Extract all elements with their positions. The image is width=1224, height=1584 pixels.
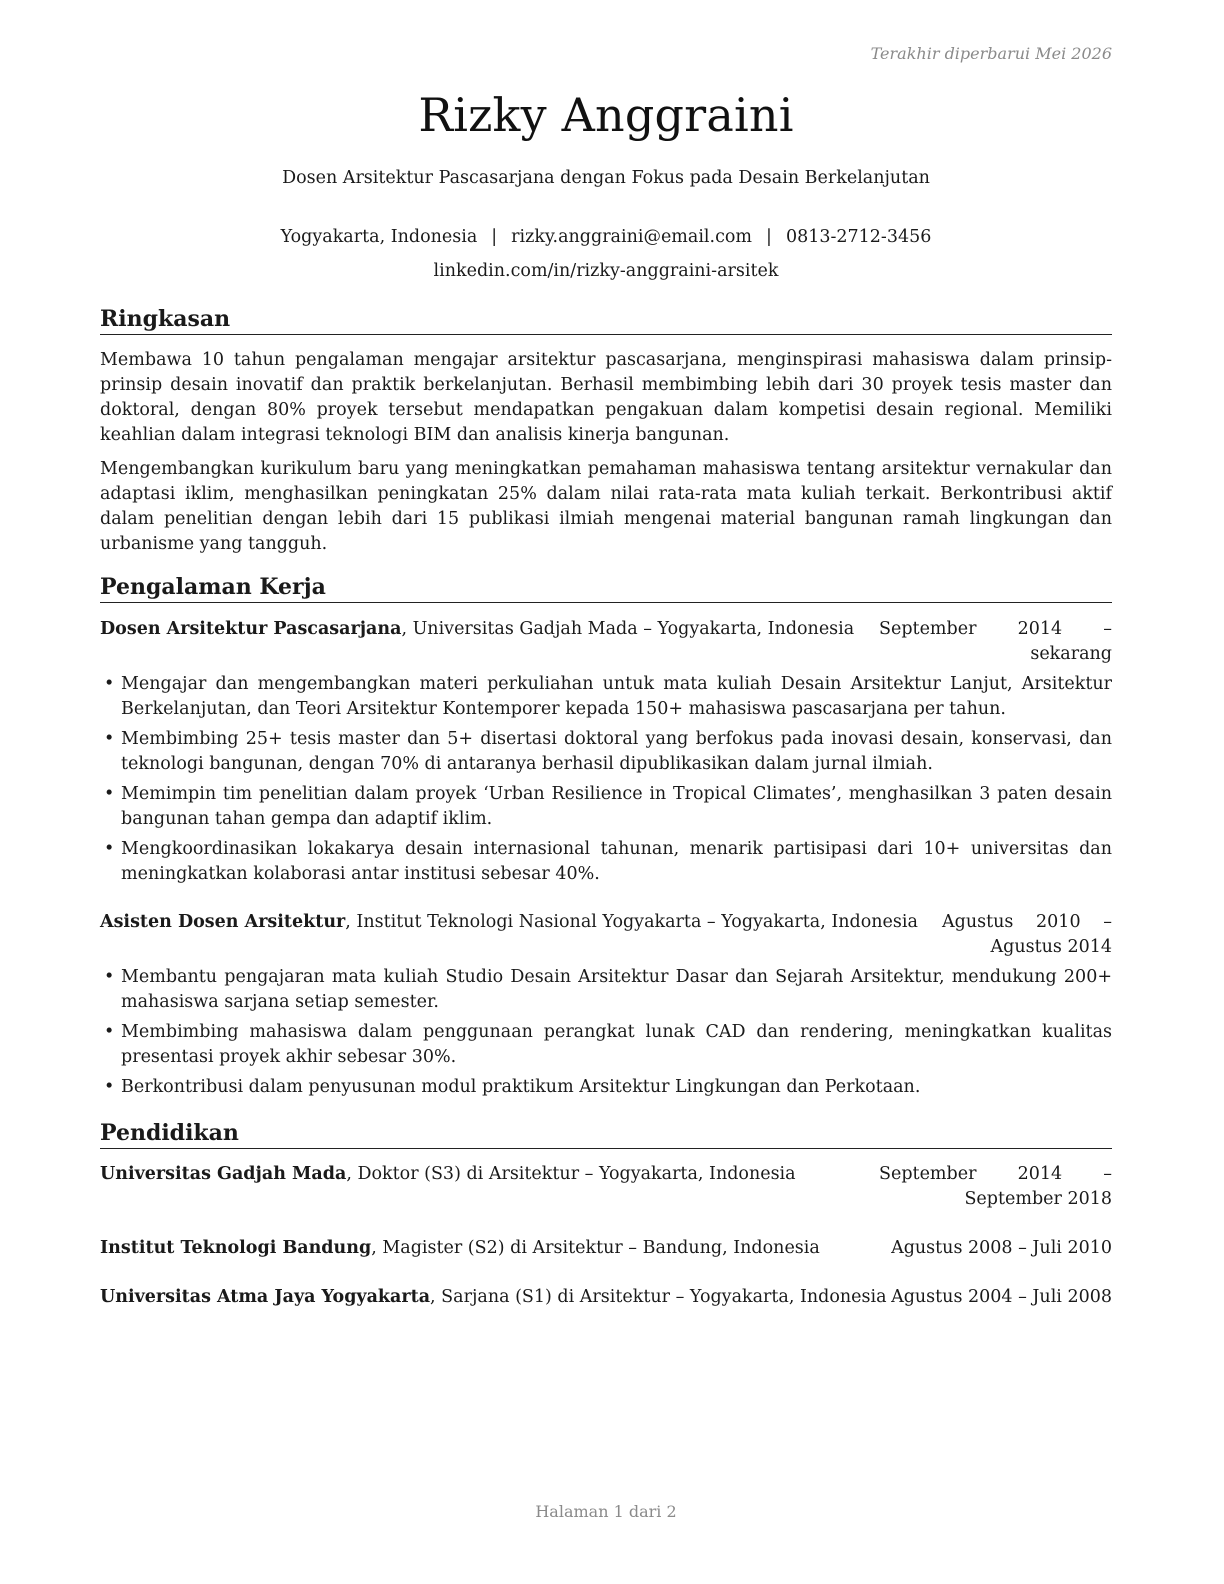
school-name: Universitas Atma Jaya Yogyakarta [100, 1287, 431, 1307]
bullet-icon: • [104, 784, 115, 804]
last-updated: Terakhir diperbarui Mei 2026 [870, 44, 1112, 63]
education-dates: September 2014 – September 2018 [879, 1164, 1112, 1209]
page-number: Halaman 1 dari 2 [535, 1502, 677, 1521]
section-title-education: Pendidikan [100, 1119, 1112, 1149]
job-header [100, 910, 1112, 960]
list-item: • Membimbing mahasiswa dalam penggunaan perangkat lunak CAD dan rendering, meningkatkan kualitas presentasi proyek akhir sebesar 30%. [104, 1022, 1112, 1067]
list-item: • Membantu pengajaran mata kuliah Studio Desain Arsitektur Dasar dan Sejarah Arsitektur, mendukung 200+ mahasiswa sarjana setiap semester. [104, 967, 1112, 1012]
candidate-name: Rizky Anggraini [418, 88, 794, 142]
bullet-icon: • [104, 967, 115, 987]
job-dates: September 2014 – sekarang [879, 619, 1112, 664]
education-entry [100, 1236, 1112, 1261]
job-title-line [100, 910, 918, 935]
section-title-experience: Pengalaman Kerja [100, 573, 1112, 603]
separator: | [766, 227, 772, 247]
location: Yogyakarta, Indonesia [280, 227, 478, 247]
phone: 0813-2712-3456 [785, 227, 932, 247]
school-name: Universitas Gadjah Mada [100, 1164, 347, 1184]
summary-paragraph: Membawa 10 tahun pengalaman mengajar arsitektur pascasarjana, menginspirasi mahasiswa dalam prinsip-prinsip desain inovatif dan praktik berkelanjutan. Berhasil membimbing lebih dari 30 proyek tesis master dan doktoral, dengan 80% proyek tersebut mendapatkan pengakuan dalam kompetisi desain regional. Memiliki keahlian dalam integrasi teknologi BIM dan analisis kinerja bangunan. [100, 350, 1112, 445]
education-line [100, 1236, 820, 1261]
bullet-icon: • [104, 729, 115, 749]
summary-paragraph: Mengembangkan kurikulum baru yang meningkatkan pemahaman mahasiswa tentang arsitektur vernakular dan adaptasi iklim, menghasilkan peningkatan 25% dalam nilai rata-rata mata kuliah terkait. Berkontribusi aktif dalam penelitian dengan lebih dari 15 publikasi ilmiah mengenai material bangunan ramah lingkungan dan urbanisme yang tangguh. [100, 459, 1112, 554]
job-dates: Agustus 2010 – Agustus 2014 [942, 912, 1112, 957]
job-bullets [100, 965, 1112, 1105]
job-header [100, 617, 1112, 667]
degree: , Doktor (S3) di Arsitektur – Yogyakarta, Indonesia [346, 1164, 796, 1184]
bullet-icon: • [104, 839, 115, 859]
list-item: • Mengajar dan mengembangkan materi perkuliahan untuk mata kuliah Desain Arsitektur Lanjut, Arsitektur Berkelanjutan, dan Teori Arsitektur Kontemporer kepada 150+ mahasiswa pascasarjana per tahun. [104, 674, 1112, 719]
bullet-icon: • [104, 1077, 115, 1097]
email-link[interactable]: rizky.anggraini@email.com [511, 227, 753, 247]
resume-page [100, 0, 1112, 1584]
education-entry [100, 1285, 1112, 1310]
section-title-summary: Ringkasan [100, 305, 1112, 335]
list-item: • Berkontribusi dalam penyusunan modul praktikum Arsitektur Lingkungan dan Perkotaan. [100, 1075, 1112, 1100]
job-bullets [100, 672, 1112, 892]
separator: | [491, 227, 498, 247]
contact-info [100, 220, 1112, 288]
list-item: • Membimbing 25+ tesis master dan 5+ disertasi doktoral yang berfokus pada inovasi desain, konservasi, dan teknologi bangunan, dengan 70% di antaranya berhasil dipublikasikan dalam jurnal ilmiah. [104, 729, 1112, 774]
degree: , Sarjana (S1) di Arsitektur – Yogyakarta, Indonesia [430, 1287, 887, 1307]
degree: , Magister (S2) di Arsitektur – Bandung, Indonesia [371, 1238, 820, 1258]
job-org: , Universitas Gadjah Mada – Yogyakarta, Indonesia [401, 619, 855, 639]
education-entry [100, 1162, 1112, 1212]
contact-line [100, 220, 1112, 254]
bullet-icon: • [104, 1022, 115, 1042]
list-item: • Mengkoordinasikan lokakarya desain internasional tahunan, menarik partisipasi dari 10+ universitas dan meningkatkan kolaborasi antar institusi sebesar 40%. [104, 839, 1112, 884]
education-dates: Agustus 2008 – Juli 2010 [891, 1238, 1112, 1258]
school-name: Institut Teknologi Bandung [100, 1238, 372, 1258]
education-line [100, 1285, 887, 1310]
linkedin-link[interactable]: linkedin.com/in/rizky-anggraini-arsitek [433, 261, 779, 281]
bullet-icon: • [104, 674, 115, 694]
list-item: • Memimpin tim penelitian dalam proyek ‘Urban Resilience in Tropical Climates’, menghasilkan 3 paten desain bangunan tahan gempa dan adaptif iklim. [104, 784, 1112, 829]
job-org: , Institut Teknologi Nasional Yogyakarta – Yogyakarta, Indonesia [345, 912, 918, 932]
job-title-line [100, 617, 854, 642]
candidate-headline: Dosen Arsitektur Pascasarjana dengan Fokus pada Desain Berkelanjutan [282, 168, 930, 188]
education-line [100, 1162, 796, 1187]
job-role: Dosen Arsitektur Pascasarjana [100, 619, 402, 639]
job-role: Asisten Dosen Arsitektur [100, 912, 346, 932]
education-dates: Agustus 2004 – Juli 2008 [891, 1287, 1112, 1307]
